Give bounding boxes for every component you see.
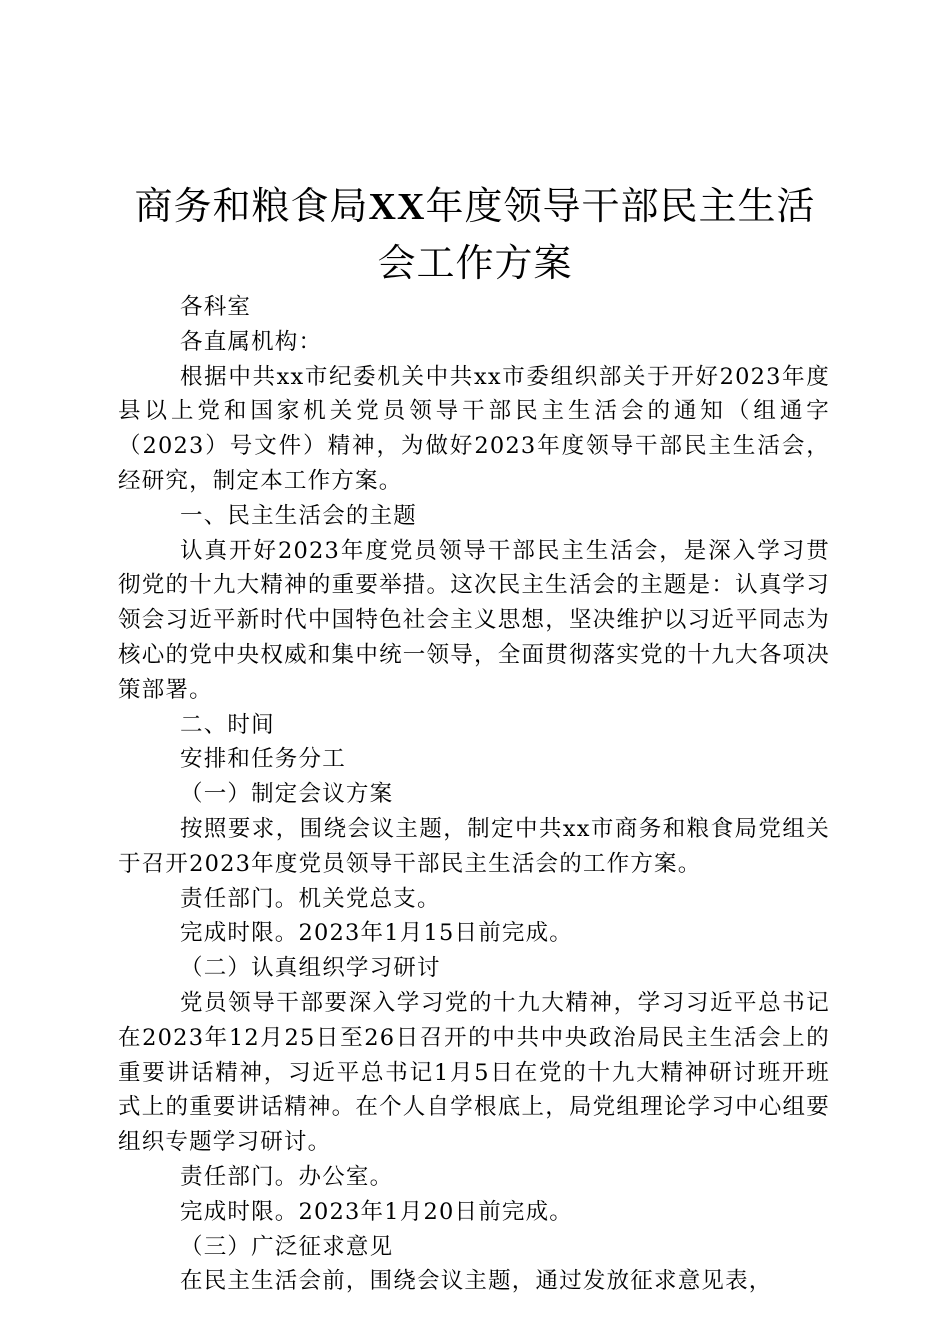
document-body [118,290,830,1299]
item-1-paragraph: 按照要求，围绕会议主题，制定中共xx市商务和粮食局党组关于召开2023年度党员领导干部民主生活会的工作方案。 [118,815,830,877]
item-heading-2: （二）认真组织学习研讨 [180,955,441,982]
item-1-department: 责任部门。机关党总支。 [180,885,441,912]
salutation-departments: 各科室 [180,294,252,320]
item-heading-3: （三）广泛征求意见 [180,1233,394,1260]
document-title [118,178,832,291]
item-heading-1: （一）制定会议方案 [180,781,394,808]
item-2-department: 责任部门。办公室。 [180,1163,394,1190]
item-2-deadline: 完成时限。2023年1月20日前完成。 [180,1198,574,1225]
salutation-institutions: 各直属机构： [180,328,323,355]
title-year-placeholder: XX [368,186,426,228]
item-1-deadline: 完成时限。2023年1月15日前完成。 [180,920,574,947]
section-heading-time: 二、时间 [180,711,275,738]
item-2-paragraph: 党员领导干部要深入学习党的十九大精神，学习习近平总书记在2023年12月25日至26日召开的中共中央政治局民主生活会上的重要讲话精神，习近平总书记1月5日在党的十九大精神研讨班开班式上的重要讲话精神。在个人自学根底上，局党组理论学习中心组要组织专题学习研讨。 [118,989,830,1156]
subheading-arrangement: 安排和任务分工 [180,746,346,773]
section-heading-theme: 一、民主生活会的主题 [180,502,418,529]
theme-paragraph: 认真开好2023年度党员领导干部民主生活会，是深入学习贯彻党的十九大精神的重要举措。这次民主生活会的主题是：认真学习领会习近平新时代中国特色社会主义思想，坚决维护以习近平同志为核心的党中央权威和集中统一领导，全面贯彻落实党的十九大各项决策部署。 [118,537,830,703]
title-part-1: 商务和粮食局 [134,184,369,228]
title-part-2: 年度领导干部民主生活会工作方案 [377,184,816,285]
intro-paragraph: 根据中共xx市纪委机关中共xx市委组织部关于开好2023年度县以上党和国家机关党员领导干部民主生活会的通知（组通字（2023）号文件）精神，为做好2023年度领导干部民主生活会，经研究，制定本工作方案。 [118,363,830,494]
item-3-paragraph: 在民主生活会前，围绕会议主题，通过发放征求意见表， [180,1268,773,1295]
